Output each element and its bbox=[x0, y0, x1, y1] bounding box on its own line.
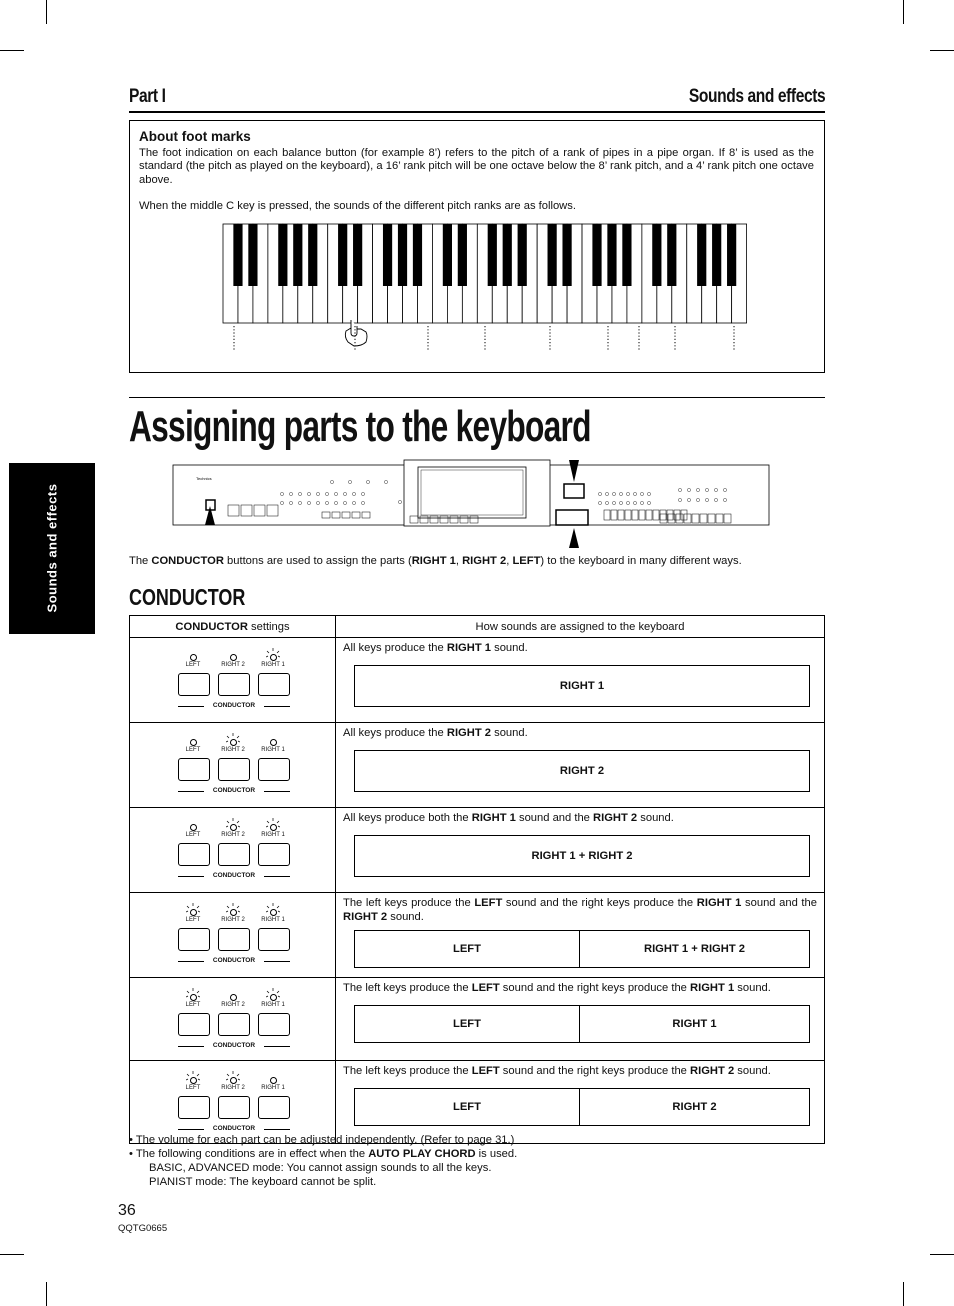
led-lit-icon bbox=[266, 988, 280, 1002]
left-zone: LEFT bbox=[453, 1101, 481, 1113]
assignment-description: All keys produce the RIGHT 2 sound. bbox=[343, 727, 528, 739]
led-lit-icon bbox=[226, 903, 240, 917]
led-lit-icon bbox=[226, 818, 240, 832]
black-key bbox=[652, 224, 661, 286]
conductor-button[interactable] bbox=[258, 1096, 290, 1119]
keyboard-assignment-box bbox=[354, 930, 810, 968]
note-basic-advanced: BASIC, ADVANCED mode: You cannot assign sounds to all the keys. bbox=[149, 1162, 492, 1174]
intro-text: The CONDUCTOR buttons are used to assign the parts (RIGHT 1, RIGHT 2, LEFT) to the keyboard in many different ways. bbox=[129, 555, 742, 567]
conductor-heading: CONDUCTOR bbox=[129, 584, 246, 610]
led-indicator bbox=[270, 1077, 277, 1084]
black-key bbox=[338, 224, 347, 286]
foot-marks-para1: The foot indication on each balance button (for example 8’) refers to the pitch of a rank of pipes in a pipe organ. If 8’ is used as the standard (the pitch as played on the keyboard), a 16’ rank pitch will be one octave below the 8’ rank pitch, and a 4’ rank pitch one octave above. bbox=[139, 147, 814, 186]
black-key bbox=[548, 224, 557, 286]
header-cell-settings: CONDUCTOR settings bbox=[130, 616, 336, 638]
black-key bbox=[592, 224, 601, 286]
assignment-description: All keys produce the RIGHT 1 sound. bbox=[343, 642, 528, 654]
assignment-description: All keys produce both the RIGHT 1 sound and the RIGHT 2 sound. bbox=[343, 812, 674, 824]
black-key bbox=[607, 224, 616, 286]
led-lit-icon bbox=[186, 1071, 200, 1085]
black-key bbox=[562, 224, 571, 286]
table-row bbox=[130, 638, 825, 723]
black-key bbox=[503, 224, 512, 286]
led-lit-icon bbox=[186, 903, 200, 917]
conductor-caption: CONDUCTOR bbox=[176, 702, 292, 709]
conductor-setting-cell bbox=[130, 808, 336, 893]
conductor-panel bbox=[176, 650, 292, 720]
page-title: Assigning parts to the keyboard bbox=[129, 402, 591, 451]
assignment-description: The left keys produce the LEFT sound and the right keys produce the RIGHT 1 sound and the RIGHT 2 sound. bbox=[343, 897, 817, 923]
conductor-button[interactable] bbox=[258, 1013, 290, 1036]
header-rule bbox=[129, 111, 825, 113]
arrow-up-icon bbox=[569, 528, 579, 548]
conductor-label: RIGHT 2 bbox=[221, 832, 245, 838]
black-key bbox=[413, 224, 422, 286]
conductor-label: RIGHT 2 bbox=[221, 662, 245, 668]
foot-marks-heading: About foot marks bbox=[139, 129, 251, 144]
crop-mark bbox=[0, 50, 24, 51]
black-key bbox=[712, 224, 721, 286]
side-tab-label: Sounds and effects bbox=[44, 483, 60, 613]
keyboard-assignment-box bbox=[354, 835, 810, 877]
black-key bbox=[293, 224, 302, 286]
conductor-label: RIGHT 2 bbox=[221, 1002, 245, 1008]
table-row bbox=[130, 1061, 825, 1144]
conductor-setting-cell bbox=[130, 978, 336, 1061]
conductor-setting-cell bbox=[130, 893, 336, 978]
left-zone: LEFT bbox=[453, 1018, 481, 1030]
conductor-button[interactable] bbox=[178, 928, 210, 951]
black-key bbox=[398, 224, 407, 286]
led-indicator bbox=[190, 739, 197, 746]
table-row bbox=[130, 723, 825, 808]
led-indicator bbox=[230, 654, 237, 661]
conductor-caption: CONDUCTOR bbox=[176, 787, 292, 794]
led-indicator bbox=[230, 994, 237, 1001]
black-key bbox=[383, 224, 392, 286]
black-key bbox=[233, 224, 242, 286]
assignment-cell bbox=[336, 723, 825, 808]
right-zone: RIGHT 1 bbox=[579, 1006, 809, 1042]
conductor-label: LEFT bbox=[185, 832, 201, 838]
conductor-button[interactable] bbox=[218, 758, 250, 781]
conductor-button[interactable] bbox=[218, 843, 250, 866]
conductor-button[interactable] bbox=[178, 1096, 210, 1119]
conductor-button[interactable] bbox=[258, 673, 290, 696]
keyboard-assignment-box bbox=[354, 1088, 810, 1126]
conductor-label: LEFT bbox=[185, 917, 201, 923]
conductor-table bbox=[129, 615, 825, 1144]
conductor-label: LEFT bbox=[185, 1002, 201, 1008]
conductor-button[interactable] bbox=[218, 1096, 250, 1119]
conductor-caption: CONDUCTOR bbox=[176, 1042, 292, 1049]
conductor-label: RIGHT 1 bbox=[261, 1085, 285, 1091]
keyboard-assignment-box bbox=[354, 665, 810, 707]
conductor-label: RIGHT 1 bbox=[261, 832, 285, 838]
conductor-label: RIGHT 1 bbox=[261, 662, 285, 668]
conductor-button[interactable] bbox=[178, 1013, 210, 1036]
crop-mark bbox=[46, 1282, 47, 1306]
part-label: Part I bbox=[129, 86, 166, 107]
conductor-label: LEFT bbox=[185, 747, 201, 753]
right-zone: RIGHT 1 + RIGHT 2 bbox=[579, 931, 809, 967]
assignment-cell bbox=[336, 978, 825, 1061]
assignment-description: The left keys produce the LEFT sound and the right keys produce the RIGHT 2 sound. bbox=[343, 1065, 771, 1077]
led-indicator bbox=[270, 739, 277, 746]
page-number: 36 bbox=[118, 1202, 136, 1219]
crop-mark bbox=[46, 0, 47, 24]
conductor-panel bbox=[176, 820, 292, 890]
right-zone: RIGHT 2 bbox=[559, 765, 605, 777]
left-zone: LEFT bbox=[453, 943, 481, 955]
conductor-setting-cell bbox=[130, 723, 336, 808]
right-zone: RIGHT 1 bbox=[559, 680, 605, 692]
conductor-button[interactable] bbox=[178, 673, 210, 696]
led-lit-icon bbox=[266, 818, 280, 832]
led-indicator bbox=[190, 824, 197, 831]
conductor-button[interactable] bbox=[218, 928, 250, 951]
conductor-button[interactable] bbox=[258, 928, 290, 951]
pointing-hand-icon bbox=[345, 320, 367, 346]
conductor-label: RIGHT 1 bbox=[261, 1002, 285, 1008]
table-row bbox=[130, 808, 825, 893]
assignment-cell bbox=[336, 808, 825, 893]
foot-marks-box bbox=[129, 120, 825, 373]
conductor-label: RIGHT 2 bbox=[221, 747, 245, 753]
conductor-label: RIGHT 2 bbox=[221, 1085, 245, 1091]
note-pianist: PIANIST mode: The keyboard cannot be split. bbox=[149, 1176, 377, 1188]
section-label: Sounds and effects bbox=[688, 86, 825, 107]
conductor-label: RIGHT 1 bbox=[261, 747, 285, 753]
conductor-panel bbox=[176, 990, 292, 1060]
black-key bbox=[518, 224, 527, 286]
crop-mark bbox=[903, 1282, 904, 1306]
conductor-caption: CONDUCTOR bbox=[176, 957, 292, 964]
keyboard-diagram bbox=[130, 216, 824, 366]
assignment-cell bbox=[336, 638, 825, 723]
black-key bbox=[667, 224, 676, 286]
conductor-setting-cell bbox=[130, 638, 336, 723]
conductor-caption: CONDUCTOR bbox=[176, 872, 292, 879]
led-lit-icon bbox=[186, 988, 200, 1002]
conductor-label: LEFT bbox=[185, 662, 201, 668]
table-header-row bbox=[130, 616, 825, 638]
conductor-panel bbox=[176, 735, 292, 805]
black-key bbox=[458, 224, 467, 286]
brand-logo: Technics bbox=[196, 476, 212, 481]
right-zone: RIGHT 1 + RIGHT 2 bbox=[531, 850, 633, 862]
crop-mark bbox=[0, 1254, 24, 1255]
conductor-button[interactable] bbox=[178, 758, 210, 781]
led-lit-icon bbox=[266, 903, 280, 917]
black-key bbox=[697, 224, 706, 286]
led-lit-icon bbox=[226, 733, 240, 747]
keyboard-assignment-box bbox=[354, 750, 810, 792]
header-cell-assignment: How sounds are assigned to the keyboard bbox=[336, 616, 825, 638]
table-row bbox=[130, 978, 825, 1061]
crop-mark bbox=[903, 0, 904, 24]
black-key bbox=[622, 224, 631, 286]
led-lit-icon bbox=[226, 1071, 240, 1085]
note-conditions: • The following conditions are in effect when the AUTO PLAY CHORD is used. bbox=[129, 1148, 518, 1160]
conductor-panel bbox=[176, 905, 292, 975]
led-indicator bbox=[190, 654, 197, 661]
keyboard-assignment-box bbox=[354, 1005, 810, 1043]
conductor-button[interactable] bbox=[258, 843, 290, 866]
crop-mark bbox=[930, 1254, 954, 1255]
conductor-label: RIGHT 1 bbox=[261, 917, 285, 923]
conductor-caption: CONDUCTOR bbox=[176, 1125, 292, 1132]
assignment-description: The left keys produce the LEFT sound and the right keys produce the RIGHT 1 sound. bbox=[343, 982, 771, 994]
conductor-label: LEFT bbox=[185, 1085, 201, 1091]
black-key bbox=[353, 224, 362, 286]
doc-code: QQTG0665 bbox=[118, 1223, 168, 1234]
conductor-button[interactable] bbox=[218, 1013, 250, 1036]
led-lit-icon bbox=[266, 648, 280, 662]
black-key bbox=[727, 224, 736, 286]
assignment-cell bbox=[336, 893, 825, 978]
table-row bbox=[130, 893, 825, 978]
black-key bbox=[443, 224, 452, 286]
side-tab bbox=[9, 463, 95, 634]
black-key bbox=[248, 224, 257, 286]
right-zone: RIGHT 2 bbox=[579, 1089, 809, 1125]
conductor-setting-cell bbox=[130, 1061, 336, 1144]
conductor-label: RIGHT 2 bbox=[221, 917, 245, 923]
black-key bbox=[308, 224, 317, 286]
assignment-cell bbox=[336, 1061, 825, 1144]
black-key bbox=[278, 224, 287, 286]
foot-marks-para2: When the middle C key is pressed, the sounds of the different pitch ranks are as follows. bbox=[139, 200, 576, 212]
crop-mark bbox=[930, 50, 954, 51]
instrument-panel-illustration bbox=[172, 458, 772, 550]
conductor-button[interactable] bbox=[218, 673, 250, 696]
piano-keys bbox=[223, 224, 747, 323]
conductor-button[interactable] bbox=[178, 843, 210, 866]
conductor-button[interactable] bbox=[258, 758, 290, 781]
black-key bbox=[488, 224, 497, 286]
note-volume: • The volume for each part can be adjusted independently. (Refer to page 31.) bbox=[129, 1134, 515, 1146]
title-rule bbox=[129, 397, 825, 398]
